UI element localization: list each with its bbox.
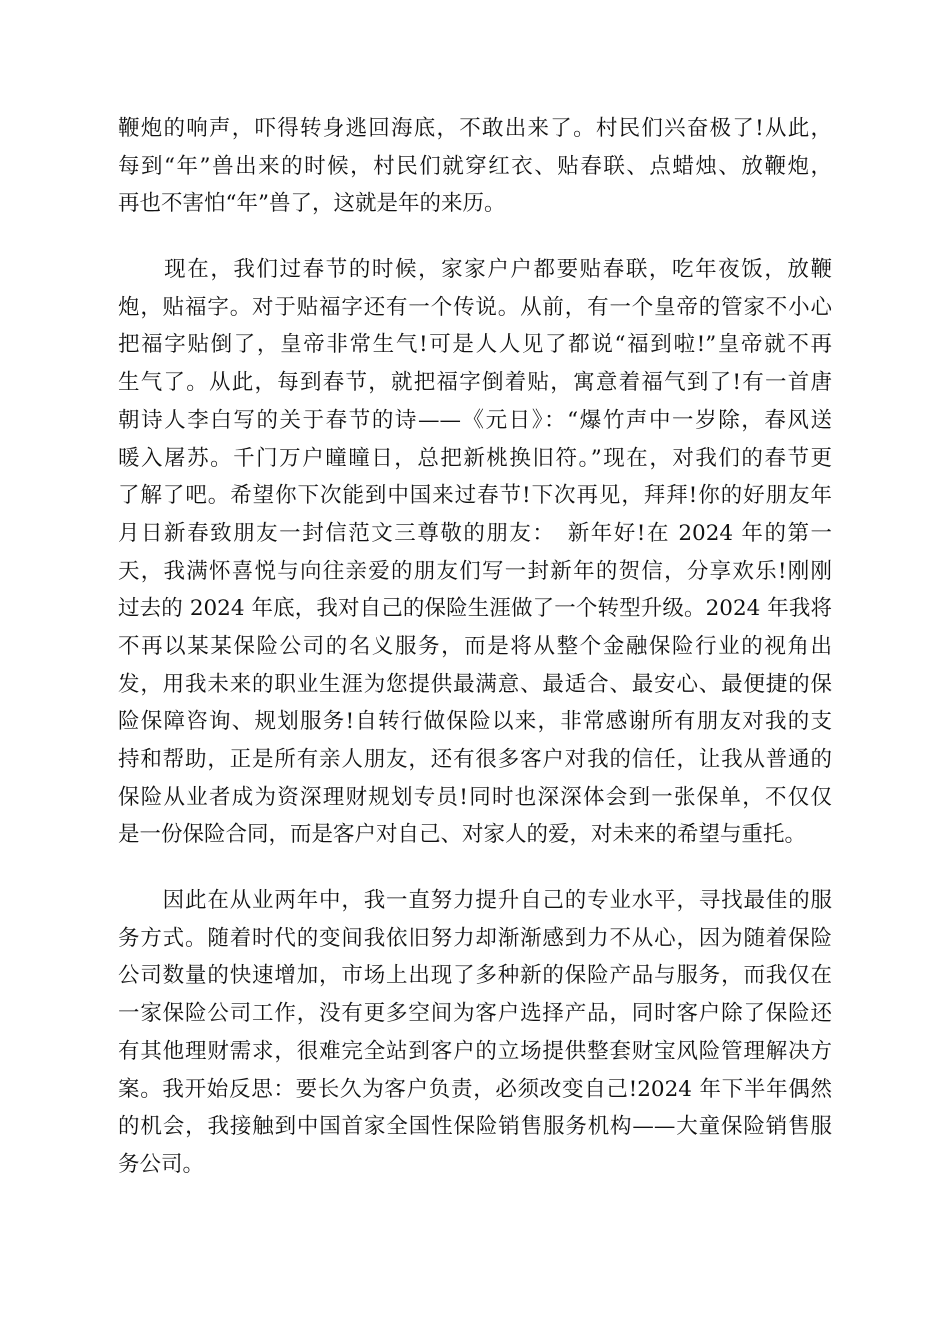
text-line: 持和帮助，正是所有亲人朋友，还有很多客户对我的信任，让我从普通的 — [118, 747, 832, 772]
text-line: 天，我满怀喜悦与向往亲爱的朋友们写一封新年的贺信，分享欢乐!刚刚 — [118, 558, 832, 584]
text-line: 因此在从业两年中，我一直努力提升自己的专业水平，寻找最佳的服 — [118, 888, 832, 914]
text-line: 发，用我未来的职业生涯为您提供最满意、最适合、最安心、最便捷的保 — [118, 671, 832, 697]
text-line: 的机会，我接触到中国首家全国性保险销售服务机构——大童保险销售服 — [118, 1114, 832, 1140]
text-line: 案。我开始反思：要长久为客户负责，必须改变自己!2024 年下半年偶然 — [118, 1076, 832, 1102]
text-line: 过去的 2024 年底，我对自己的保险生涯做了一个转型升级。2024 年我将 — [118, 596, 832, 622]
text-line: 暖入屠苏。千门万户曈曈日，总把新桃换旧符。”现在，对我们的春节更 — [118, 445, 832, 471]
paragraph-legend-of-nian — [118, 110, 832, 223]
text-line: 月日新春致朋友一封信范文三尊敬的朋友： 新年好!在 2024 年的第一 — [118, 520, 832, 546]
text-line: 一家保险公司工作，没有更多空间为客户选择产品，同时客户除了保险还 — [118, 1001, 832, 1027]
text-line: 有其他理财需求，很难完全站到客户的立场提供整套财宝风险管理解决方 — [118, 1038, 832, 1064]
paragraph-career-reflection — [118, 882, 832, 1184]
text-line: 再也不害怕“年”兽了，这就是年的来历。 — [118, 191, 506, 217]
text-line: 公司数量的快速增加，市场上出现了多种新的保险产品与服务，而我仅在 — [118, 963, 832, 989]
text-line: 鞭炮的响声，吓得转身逃回海底，不敢出来了。村民们兴奋极了!从此， — [118, 116, 832, 141]
text-line: 是一份保险合同，而是客户对自己、对家人的爱，对未来的希望与重托。 — [118, 822, 807, 848]
paragraph-fu-character-and-letter — [118, 251, 832, 854]
text-line: 炮，贴福字。对于贴福字还有一个传说。从前，有一个皇帝的管家不小心 — [118, 294, 832, 320]
text-line: 每到“年”兽出来的时候，村民们就穿红衣、贴春联、点蜡烛、放鞭炮， — [118, 153, 832, 179]
text-line: 不再以某某保险公司的名义服务，而是将从整个金融保险行业的视角出 — [118, 633, 832, 659]
text-line: 保险从业者成为资深理财规划专员!同时也深深体会到一张保单，不仅仅 — [118, 784, 832, 810]
text-line: 务公司。 — [118, 1151, 205, 1177]
document-page — [118, 110, 832, 1212]
text-line: 务方式。随着时代的变间我依旧努力却渐渐感到力不从心，因为随着保险 — [118, 925, 832, 951]
text-line: 朝诗人李白写的关于春节的诗——《元日》：“爆竹声中一岁除，春风送 — [118, 407, 832, 433]
text-line: 了解了吧。希望你下次能到中国来过春节!下次再见，拜拜!你的好朋友年 — [118, 483, 832, 509]
text-line: 现在，我们过春节的时候，家家户户都要贴春联，吃年夜饭，放鞭 — [118, 257, 832, 283]
text-line: 险保障咨询、规划服务!自转行做保险以来，非常感谢所有朋友对我的支 — [118, 709, 832, 735]
text-line: 生气了。从此，每到春节，就把福字倒着贴，寓意着福气到了!有一首唐 — [118, 370, 832, 396]
text-line: 把福字贴倒了，皇帝非常生气!可是人人见了都说“福到啦!”皇帝就不再 — [118, 332, 832, 358]
